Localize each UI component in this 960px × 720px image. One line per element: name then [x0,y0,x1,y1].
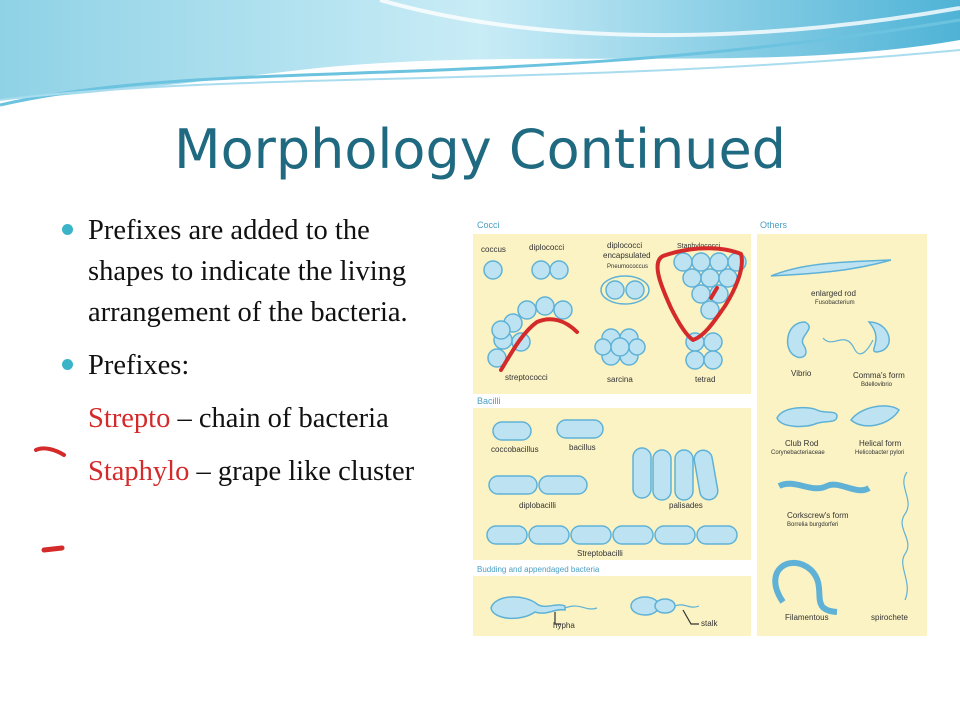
prefix-term: Staphylo [88,456,190,487]
bullet-dot-icon [62,224,73,235]
label-helical-form: Helical form [859,439,902,448]
label-helicobacter: Helicobacter pylori [855,450,905,456]
bullet-dot-icon [62,359,73,370]
label-club-rod: Club Rod [785,439,819,448]
label-tetrad: tetrad [695,375,716,384]
label-diplococci: diplococci [529,243,565,252]
bullet-text: Prefixes are added to the shapes to indicate the living arrangement of the bacteria. [88,215,408,328]
label-diplococci-encap: diplococci [607,241,643,250]
label-corynebacteriaceae: Corynebacteriaceae [771,450,825,456]
prefix-item-staphylo [60,451,440,492]
label-fusobacterium: Fusobacterium [815,300,855,306]
label-pneumococcus: Pneumococcus [607,264,649,270]
bullet-item [60,210,440,333]
label-enlarged-rod: enlarged rod [811,289,856,298]
label-corkscrew: Corkscrew's form [787,511,849,520]
header-wave-decoration [0,0,960,110]
prefix-definition: – chain of bacteria [170,403,389,434]
budding-heading: Budding and appendaged bacteria [477,565,600,574]
label-diplobacilli: diplobacilli [519,501,556,510]
label-commas-form: Comma's form [853,371,905,380]
label-vibrio: Vibrio [791,369,812,378]
label-filamentous: Filamentous [785,613,829,622]
bacteria-morphology-figure [465,210,945,650]
prefix-definition: – grape like cluster [189,456,415,487]
bullet-item [60,345,440,386]
others-heading: Others [760,220,788,230]
label-sarcina: sarcina [607,375,633,384]
bullet-list [60,210,440,492]
label-coccobacillus: coccobacillus [491,445,539,454]
label-coccus: coccus [481,245,506,254]
label-spirochete: spirochete [871,613,908,622]
label-encapsulated: encapsulated [603,251,651,260]
bullet-text: Prefixes: [88,350,190,381]
label-bdellovibrio: Bdellovibrio [861,382,893,388]
bacilli-heading: Bacilli [477,396,501,406]
label-streptobacilli: Streptobacilli [577,549,623,558]
label-stalk: stalk [701,619,718,628]
prefix-term: Strepto [88,403,171,434]
prefix-item-strepto [60,398,440,439]
label-palisades: palisades [669,501,703,510]
cocci-heading: Cocci [477,220,500,230]
label-bacillus: bacillus [569,443,596,452]
label-hypha: hypha [553,621,575,630]
label-staphylococci: Staphylococci [677,243,721,250]
label-borrelia: Borrelia burgdorferi [787,522,839,528]
label-streptococci: streptococci [505,373,548,382]
slide-title: Morphology Continued [174,118,786,181]
